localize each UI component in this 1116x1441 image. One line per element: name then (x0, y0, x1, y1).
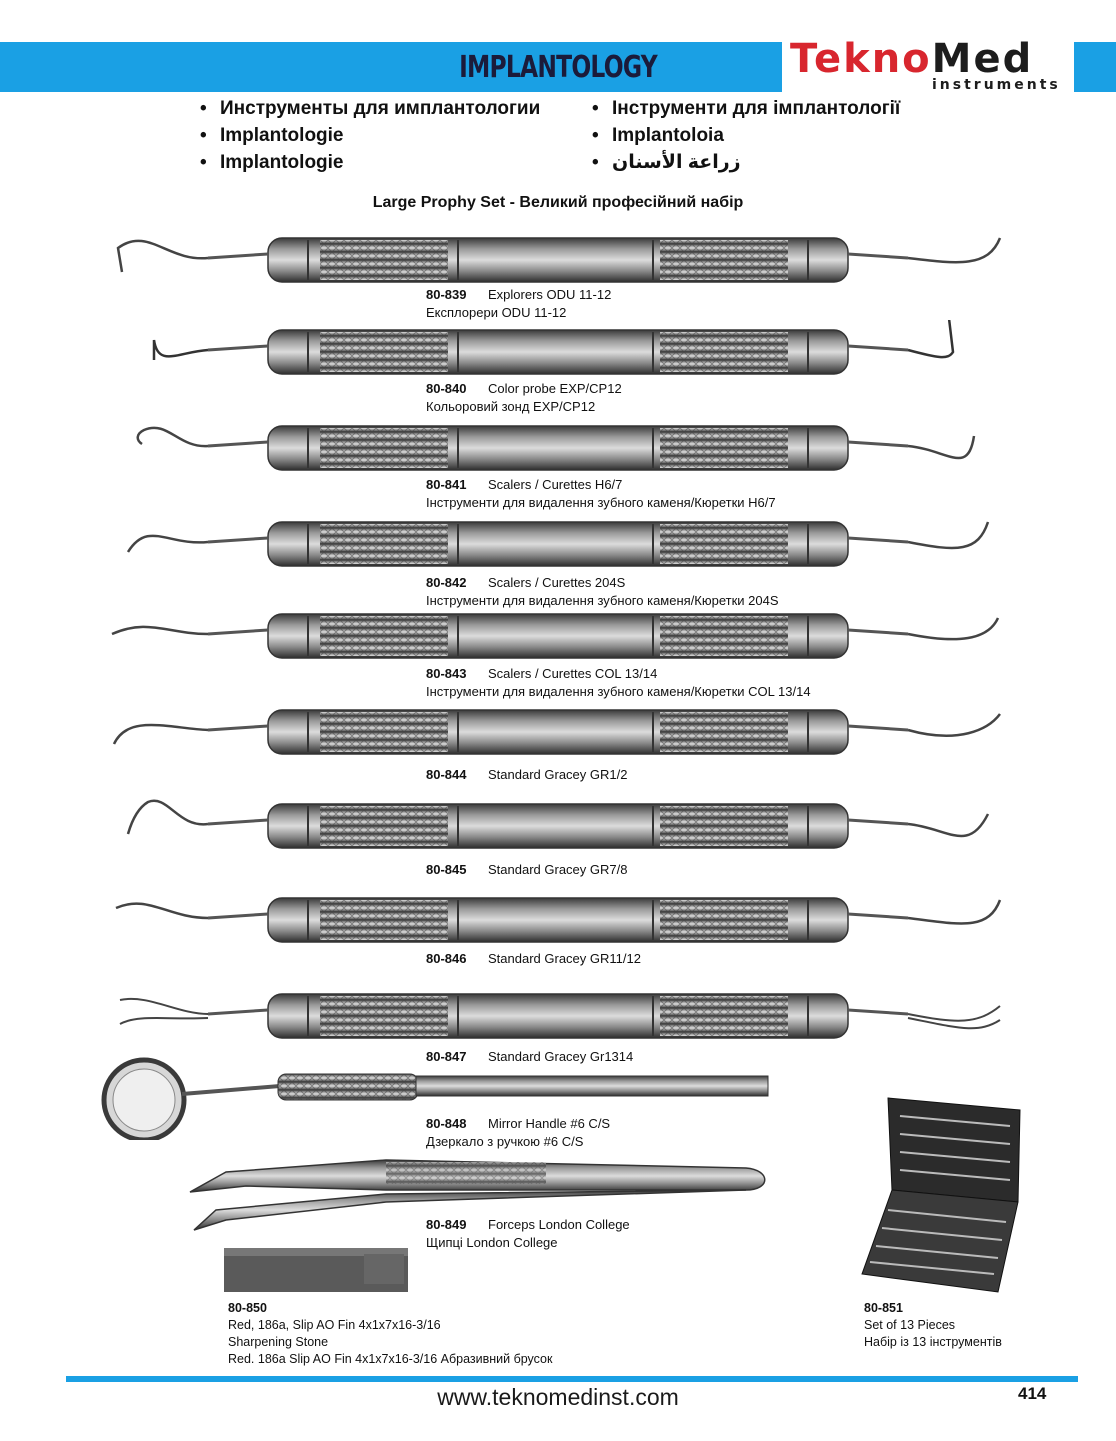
product-name-ua: Дзеркало з ручкою #6 C/S (426, 1134, 584, 1149)
product-code: 80-844 (426, 767, 467, 782)
caption-851 (864, 1300, 1002, 1351)
instrument-image-842 (108, 512, 1008, 576)
product-code: 80-849 (426, 1217, 467, 1232)
instrument-image-845 (108, 794, 1008, 858)
product-code: 80-839 (426, 287, 467, 302)
language-item: • Implantologie (200, 149, 540, 176)
language-list-right (592, 95, 900, 176)
product-name: Color probe EXP/CP12 (488, 381, 622, 396)
instrument-image-844 (108, 700, 1008, 764)
teknomed-logo (790, 36, 1033, 82)
logo-subtitle: instruments (932, 77, 1061, 93)
sharpening-stone-image (224, 1248, 408, 1292)
product-name: Explorers ODU 11-12 (488, 287, 612, 302)
product-name: Mirror Handle #6 C/S (488, 1116, 611, 1131)
set-title: Large Prophy Set - Великий професійний набір (372, 194, 744, 211)
caption-840 (426, 380, 622, 416)
case-line-2: Набір із 13 інструментів (864, 1335, 1002, 1349)
page-number: 414 (1018, 1384, 1047, 1403)
product-name-ua: Щипці London College (426, 1235, 558, 1250)
product-name-ua: Інструменти для видалення зубного каменя/Кюретки H6/7 (426, 495, 776, 510)
logo-part-tekno: Tekno (790, 36, 932, 82)
product-name: Standard Gracey Gr1314 (488, 1049, 634, 1064)
product-name-ua: Інструменти для видалення зубного каменя/Кюретки 204S (426, 593, 779, 608)
caption-846 (426, 950, 641, 968)
caption-841 (426, 476, 776, 512)
instrument-case-image (858, 1094, 1030, 1294)
product-name: Scalers / Curettes 204S (488, 575, 626, 590)
product-code: 80-847 (426, 1049, 467, 1064)
language-item: • Інструменти для імплантології (592, 95, 900, 122)
language-item: • Implantologie (200, 122, 540, 149)
product-name: Standard Gracey GR1/2 (488, 767, 628, 782)
instrument-image-840 (108, 320, 1008, 384)
caption-849 (426, 1216, 630, 1252)
logo-part-med: Med (931, 36, 1034, 82)
caption-850 (228, 1300, 552, 1368)
stone-line-2: Sharpening Stone (228, 1335, 329, 1349)
language-item: • Implantoloia (592, 122, 900, 149)
instrument-image-839 (108, 228, 1008, 292)
caption-845 (426, 861, 627, 879)
caption-843 (426, 665, 811, 701)
product-code: 80-842 (426, 575, 467, 590)
footer-divider (66, 1376, 1078, 1382)
product-name-ua: Експлорери ODU 11-12 (426, 305, 567, 320)
instrument-image-846 (108, 888, 1008, 952)
product-name: Forceps London College (488, 1217, 630, 1232)
stone-line-1: Red, 186a, Slip AO Fin 4x1x7x16-3/16 (228, 1318, 441, 1332)
product-code: 80-851 (864, 1301, 903, 1315)
website-link[interactable]: www.teknomedinst.com (437, 1384, 679, 1410)
product-code: 80-846 (426, 951, 467, 966)
product-name: Scalers / Curettes COL 13/14 (488, 666, 658, 681)
product-code: 80-840 (426, 381, 467, 396)
section-title: IMPLANTOLOGY (459, 50, 657, 85)
product-name: Standard Gracey GR7/8 (488, 862, 628, 877)
product-name-ua: Кольоровий зонд EXP/CP12 (426, 399, 596, 414)
product-code: 80-850 (228, 1301, 267, 1315)
stone-line-3: Red. 186a Slip AO Fin 4x1x7x16-3/16 Абразивний брусок (228, 1352, 553, 1366)
instrument-image-841 (108, 416, 1008, 480)
language-item: • Инструменты для имплантологии (200, 95, 540, 122)
caption-839 (426, 286, 611, 322)
case-line-1: Set of 13 Pieces (864, 1318, 956, 1332)
product-code: 80-848 (426, 1116, 467, 1131)
product-code: 80-843 (426, 666, 467, 681)
product-code: 80-845 (426, 862, 467, 877)
product-name: Standard Gracey GR11/12 (488, 951, 641, 966)
product-code: 80-841 (426, 477, 467, 492)
instrument-image-843 (108, 604, 1008, 668)
language-list-left (200, 95, 540, 176)
product-name-ua: Інструменти для видалення зубного каменя/Кюретки COL 13/14 (426, 684, 811, 699)
caption-844 (426, 766, 627, 784)
instrument-image-847 (108, 984, 1008, 1048)
language-item: • زراعة الأسنان (592, 149, 900, 176)
caption-848 (426, 1115, 610, 1151)
product-name: Scalers / Curettes H6/7 (488, 477, 623, 492)
